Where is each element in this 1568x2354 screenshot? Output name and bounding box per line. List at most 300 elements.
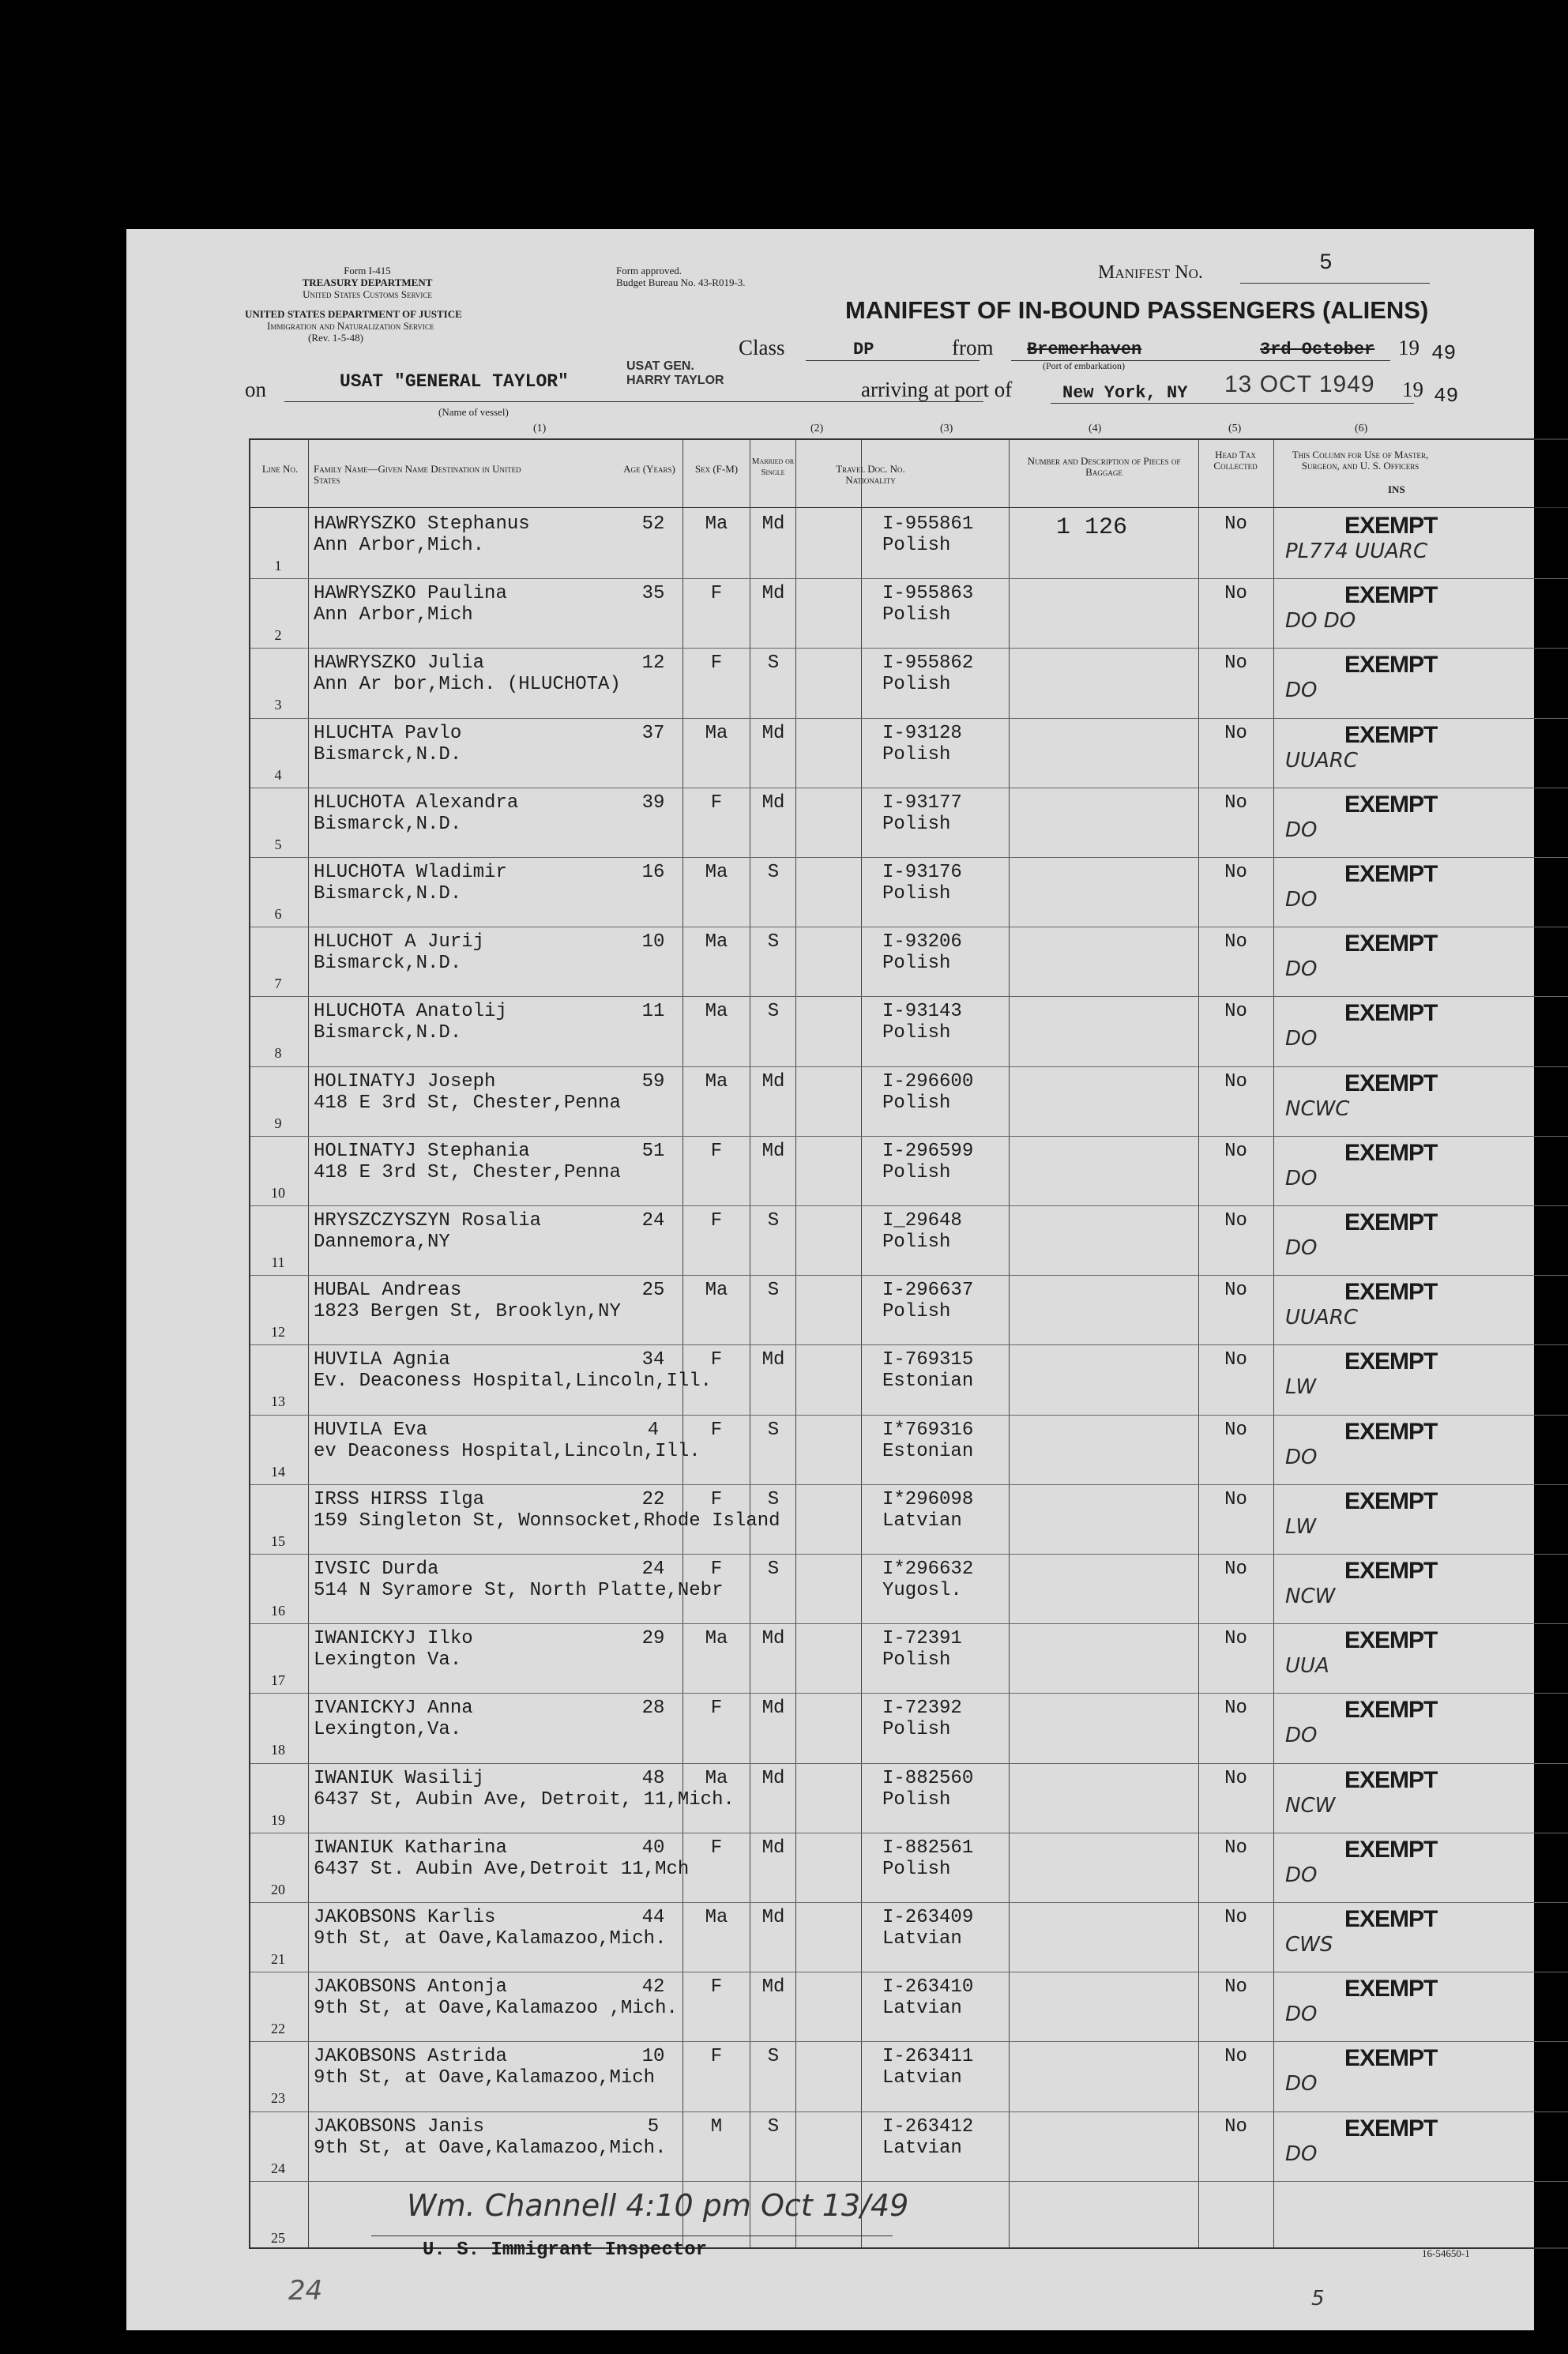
marital-status: Md bbox=[761, 792, 785, 814]
destination: Bismarck,N.D. bbox=[314, 743, 462, 765]
destination: 6437 St, Aubin Ave, Detroit, 11,Mich. bbox=[314, 1788, 735, 1811]
age: 24 bbox=[641, 1559, 665, 1580]
col-num-1: (1) bbox=[533, 423, 547, 434]
exempt-stamp: EXEMPT bbox=[1344, 1348, 1438, 1375]
nationality: Polish bbox=[882, 743, 951, 765]
line-number: 8 bbox=[274, 1045, 282, 1062]
sex: Ma bbox=[705, 1628, 728, 1650]
arrival-year: 49 bbox=[1434, 384, 1459, 408]
sex: Ma bbox=[705, 1001, 728, 1023]
budget-label: Budget Bureau No. 43-R019-3. bbox=[616, 276, 746, 288]
head-tax: No bbox=[1224, 1628, 1247, 1650]
head-tax: No bbox=[1224, 1419, 1247, 1441]
sex: M bbox=[710, 2115, 723, 2138]
passenger-name: IWANIUK Katharina bbox=[314, 1837, 507, 1859]
officer-notation: UUARC bbox=[1285, 1306, 1359, 1330]
row-divider bbox=[250, 1066, 1568, 1067]
handwritten-page: 5 bbox=[1311, 2287, 1325, 2311]
destination: 9th St, at Oave,Kalamazoo ,Mich. bbox=[314, 1998, 678, 2020]
marital-status: Md bbox=[761, 583, 785, 605]
travel-doc-number: I-93143 bbox=[882, 1001, 962, 1023]
destination: Dannemora,NY bbox=[314, 1232, 450, 1253]
form-header-left bbox=[237, 265, 498, 300]
col-divider bbox=[682, 440, 683, 2247]
destination: 9th St, at Oave,Kalamazoo,Mich. bbox=[314, 2137, 667, 2159]
officer-notation: DO bbox=[1285, 1027, 1318, 1051]
passenger-name: HLUCHOTA Anatolij bbox=[314, 1001, 507, 1023]
officer-notation: DO bbox=[1285, 1166, 1318, 1190]
destination: 1823 Bergen St, Brooklyn,NY bbox=[314, 1301, 621, 1323]
officer-notation: DO bbox=[1285, 818, 1318, 842]
travel-doc-number: I-955861 bbox=[882, 513, 974, 535]
line-number: 20 bbox=[271, 1881, 285, 1897]
head-tax: No bbox=[1224, 1698, 1247, 1720]
travel-doc-number: I*296098 bbox=[882, 1488, 974, 1510]
officer-notation: DO bbox=[1285, 1445, 1318, 1469]
marital-status: S bbox=[767, 1001, 780, 1023]
passenger-name: HLUCHOTA Wladimir bbox=[314, 862, 507, 883]
manifest-no-value: 5 bbox=[1319, 251, 1333, 276]
destination: Ann Ar bor,Mich. (HLUCHOTA) bbox=[314, 674, 621, 696]
line-number: 7 bbox=[274, 976, 282, 992]
row-divider bbox=[250, 648, 1568, 649]
destination: 159 Singleton St, Wonnsocket,Rhode Island bbox=[314, 1510, 780, 1532]
exempt-stamp: EXEMPT bbox=[1344, 1836, 1438, 1863]
destination: Bismarck,N.D. bbox=[314, 1022, 462, 1044]
passenger-name: HUVILA Agnia bbox=[314, 1349, 450, 1371]
marital-status: Md bbox=[761, 1837, 785, 1859]
row-divider bbox=[250, 2111, 1568, 2112]
line-number: 12 bbox=[271, 1324, 285, 1341]
marital-status: S bbox=[767, 1419, 780, 1441]
nationality: Latvian bbox=[882, 1998, 962, 2020]
nationality: Polish bbox=[882, 1161, 951, 1183]
sex: Ma bbox=[705, 1767, 728, 1789]
nationality: Latvian bbox=[882, 1928, 962, 1950]
head-tax: No bbox=[1224, 1140, 1247, 1162]
travel-doc-number: I-769315 bbox=[882, 1349, 974, 1371]
officer-notation: DO bbox=[1285, 957, 1318, 982]
row-divider bbox=[250, 1693, 1568, 1694]
passenger-name: HAWRYSZKO Stephanus bbox=[314, 513, 530, 535]
nationality: Polish bbox=[882, 1022, 951, 1044]
age: 10 bbox=[641, 931, 665, 953]
manifest-title: MANIFEST OF IN-BOUND PASSENGERS (ALIENS) bbox=[845, 296, 1429, 324]
age: 10 bbox=[641, 2046, 665, 2068]
marital-status: Md bbox=[761, 1140, 785, 1162]
arriving-label: arriving at port of bbox=[861, 378, 1013, 401]
destination: 418 E 3rd St, Chester,Penna bbox=[314, 1161, 621, 1183]
embark-port: Bremerhaven bbox=[1027, 340, 1142, 359]
line-number: 4 bbox=[274, 766, 282, 783]
ins-label: Immigration and Naturalization Service bbox=[267, 320, 434, 332]
destination: 9th St, at Oave,Kalamazoo,Mich. bbox=[314, 1928, 667, 1950]
row-divider bbox=[250, 1136, 1568, 1137]
header-ins-mark: INS bbox=[1388, 483, 1405, 495]
passenger-name: JAKOBSONS Astrida bbox=[314, 2046, 507, 2068]
nationality: Polish bbox=[882, 604, 951, 626]
header-line-no: Line No. bbox=[261, 463, 299, 475]
officer-notation: NCW bbox=[1285, 1585, 1336, 1608]
marital-status: S bbox=[767, 1559, 780, 1580]
row-divider bbox=[250, 1623, 1568, 1624]
destination: 514 N Syramore St, North Platte,Nebr bbox=[314, 1580, 724, 1601]
nationality: Polish bbox=[882, 953, 951, 975]
passenger-name: IVSIC Durda bbox=[314, 1559, 439, 1580]
travel-doc-number: I-955863 bbox=[882, 583, 974, 605]
destination: Lexington Va. bbox=[314, 1649, 462, 1671]
travel-doc-number: I-882560 bbox=[882, 1767, 974, 1789]
head-tax: No bbox=[1224, 1070, 1247, 1092]
exempt-stamp: EXEMPT bbox=[1344, 1279, 1438, 1306]
officer-notation: LW bbox=[1285, 1375, 1317, 1400]
exempt-stamp: EXEMPT bbox=[1344, 1558, 1438, 1584]
line-number: 16 bbox=[271, 1603, 285, 1619]
col-divider bbox=[861, 440, 862, 2247]
nationality: Estonian bbox=[882, 1371, 974, 1393]
age: 11 bbox=[641, 1001, 665, 1023]
exempt-stamp: EXEMPT bbox=[1344, 1697, 1438, 1724]
officer-notation: DO bbox=[1285, 888, 1318, 912]
officer-notation: DO bbox=[1285, 2072, 1318, 2096]
exempt-stamp: EXEMPT bbox=[1344, 1906, 1438, 1932]
exempt-stamp: EXEMPT bbox=[1344, 582, 1438, 609]
exempt-stamp: EXEMPT bbox=[1344, 931, 1438, 957]
travel-doc-number: I-72391 bbox=[882, 1628, 962, 1650]
officer-notation: CWS bbox=[1285, 1933, 1333, 1957]
destination: 6437 St. Aubin Ave,Detroit 11,Mch bbox=[314, 1858, 690, 1880]
header-married: Married or Single bbox=[751, 457, 795, 477]
exempt-stamp: EXEMPT bbox=[1344, 1627, 1438, 1654]
sex: Ma bbox=[705, 1907, 728, 1928]
head-tax: No bbox=[1224, 583, 1247, 605]
destination: Bismarck,N.D. bbox=[314, 953, 462, 975]
age: 40 bbox=[641, 1837, 665, 1859]
header-officers: This Column for Use of Master, Surgeon, and U. S. Officers bbox=[1292, 449, 1429, 472]
nationality: Polish bbox=[882, 1788, 951, 1811]
col-divider bbox=[1273, 440, 1274, 2247]
exempt-stamp: EXEMPT bbox=[1344, 513, 1438, 539]
sex: Ma bbox=[705, 862, 728, 883]
header-baggage: Number and Description of Pieces of Baggage bbox=[1027, 455, 1181, 478]
nationality: Latvian bbox=[882, 2137, 962, 2159]
nationality: Polish bbox=[882, 883, 951, 904]
line-number: 5 bbox=[274, 836, 282, 852]
row-divider bbox=[250, 1902, 1568, 1903]
port-caption: (Port of embarkation) bbox=[1043, 360, 1125, 371]
line-number: 18 bbox=[271, 1742, 285, 1758]
col-divider bbox=[1009, 440, 1010, 2247]
marital-status: Md bbox=[761, 1976, 785, 1999]
destination: Bismarck,N.D. bbox=[314, 813, 462, 835]
travel-doc-number: I*769316 bbox=[882, 1419, 974, 1441]
officer-notation: DO DO bbox=[1285, 609, 1356, 634]
age: 22 bbox=[641, 1488, 665, 1510]
exempt-stamp: EXEMPT bbox=[1344, 1976, 1438, 2002]
passenger-name: HRYSZCZYSZYN Rosalia bbox=[314, 1210, 542, 1232]
marital-status: S bbox=[767, 2115, 780, 2138]
officer-notation: DO bbox=[1285, 1724, 1318, 1748]
head-tax: No bbox=[1224, 1976, 1247, 1999]
exempt-stamp: EXEMPT bbox=[1344, 1209, 1438, 1235]
nationality: Polish bbox=[882, 1232, 951, 1253]
head-tax: No bbox=[1224, 1907, 1247, 1928]
class-label: Class bbox=[739, 336, 785, 359]
nationality: Polish bbox=[882, 1301, 951, 1323]
class-underline bbox=[806, 360, 980, 361]
form-approval bbox=[616, 265, 746, 288]
exempt-stamp: EXEMPT bbox=[1344, 1766, 1438, 1793]
sex: F bbox=[710, 1140, 723, 1162]
marital-status: Md bbox=[761, 1349, 785, 1371]
exempt-stamp: EXEMPT bbox=[1344, 652, 1438, 679]
travel-doc-number: I-72392 bbox=[882, 1698, 962, 1720]
exempt-stamp: EXEMPT bbox=[1344, 1070, 1438, 1096]
head-tax: No bbox=[1224, 1280, 1247, 1302]
line-number: 2 bbox=[274, 627, 282, 644]
row-divider bbox=[250, 718, 1568, 719]
col-num-4: (4) bbox=[1089, 423, 1102, 434]
sex: Ma bbox=[705, 513, 728, 535]
sex: F bbox=[710, 792, 723, 814]
sex: F bbox=[710, 583, 723, 605]
passenger-name: HAWRYSZKO Julia bbox=[314, 652, 485, 675]
age: 39 bbox=[641, 792, 665, 814]
line-number: 19 bbox=[271, 1811, 285, 1828]
header-travel-doc: Travel Doc. No. Nationality bbox=[836, 463, 905, 486]
passenger-name: JAKOBSONS Antonja bbox=[314, 1976, 507, 1999]
passenger-name: HUBAL Andreas bbox=[314, 1280, 462, 1302]
travel-doc-number: I-955862 bbox=[882, 652, 974, 675]
head-tax: No bbox=[1224, 722, 1247, 744]
travel-doc-number: I-882561 bbox=[882, 1837, 974, 1859]
head-tax: No bbox=[1224, 1001, 1247, 1023]
head-tax: No bbox=[1224, 652, 1247, 675]
head-tax: No bbox=[1224, 1210, 1247, 1232]
nationality: Polish bbox=[882, 813, 951, 835]
col-num-6: (6) bbox=[1355, 423, 1368, 434]
inspector-title: U. S. Immigrant Inspector bbox=[423, 2239, 708, 2261]
row-divider bbox=[250, 1275, 1568, 1276]
row-divider bbox=[250, 1344, 1568, 1345]
marital-status: S bbox=[767, 1488, 780, 1510]
header-age: Age (Years) bbox=[623, 463, 675, 475]
row-divider bbox=[250, 1415, 1568, 1416]
nationality: Latvian bbox=[882, 2067, 962, 2089]
marital-status: Md bbox=[761, 1628, 785, 1650]
travel-doc-number: I-296637 bbox=[882, 1280, 974, 1302]
officer-notation: PL774 UUARC bbox=[1285, 540, 1428, 563]
exempt-stamp: EXEMPT bbox=[1344, 1139, 1438, 1166]
year-prefix: 19 bbox=[1398, 336, 1419, 359]
sex: Ma bbox=[705, 931, 728, 953]
head-tax: No bbox=[1224, 862, 1247, 883]
marital-status: Md bbox=[761, 1767, 785, 1789]
justice-dept: UNITED STATES DEPARTMENT OF JUSTICE bbox=[245, 308, 462, 320]
head-tax: No bbox=[1224, 792, 1247, 814]
exempt-stamp: EXEMPT bbox=[1344, 1000, 1438, 1027]
line-number: 10 bbox=[271, 1184, 285, 1201]
nationality: Polish bbox=[882, 1858, 951, 1880]
officer-notation: LW bbox=[1285, 1514, 1317, 1539]
nationality: Polish bbox=[882, 674, 951, 696]
line-number: 1 bbox=[274, 558, 282, 573]
header-head-tax: Head Tax Collected bbox=[1213, 449, 1258, 472]
marital-status: Md bbox=[761, 1070, 785, 1092]
exempt-stamp: EXEMPT bbox=[1344, 1418, 1438, 1445]
travel-doc-number: I_29648 bbox=[882, 1210, 962, 1232]
approved-label: Form approved. bbox=[616, 265, 682, 276]
arrival-year-prefix: 19 bbox=[1402, 378, 1423, 401]
passenger-name: HAWRYSZKO Paulina bbox=[314, 583, 507, 605]
head-tax: No bbox=[1224, 1488, 1247, 1510]
line-number: 22 bbox=[271, 2021, 285, 2037]
header-sex: Sex (F-M) bbox=[694, 463, 739, 475]
age: 29 bbox=[641, 1628, 665, 1650]
exempt-stamp: EXEMPT bbox=[1344, 2115, 1438, 2142]
officer-notation: NCWC bbox=[1285, 1096, 1350, 1121]
row-divider bbox=[250, 2041, 1568, 2042]
passenger-name: HOLINATYJ Stephania bbox=[314, 1140, 530, 1162]
sex: F bbox=[710, 1488, 723, 1510]
line-number: 14 bbox=[271, 1463, 285, 1480]
nationality: Polish bbox=[882, 535, 951, 556]
age: 35 bbox=[641, 583, 665, 605]
row-divider bbox=[250, 996, 1568, 997]
vessel-caption: (Name of vessel) bbox=[438, 406, 509, 418]
marital-status: Md bbox=[761, 1698, 785, 1720]
officer-notation: DO bbox=[1285, 1236, 1318, 1260]
travel-doc-number: I-263412 bbox=[882, 2115, 974, 2138]
officer-notation: NCW bbox=[1285, 1793, 1336, 1818]
header-name: Family Name—Given Name Destination in United States bbox=[314, 463, 521, 486]
line-number: 15 bbox=[271, 1532, 285, 1549]
line-number: 24 bbox=[271, 2160, 285, 2176]
nationality: Yugosl. bbox=[882, 1580, 962, 1601]
head-tax: No bbox=[1224, 513, 1247, 535]
baggage: 1 126 bbox=[1056, 514, 1128, 541]
nationality: Estonian bbox=[882, 1440, 974, 1462]
depart-date: 3rd October bbox=[1260, 340, 1375, 359]
nationality: Polish bbox=[882, 1719, 951, 1741]
handwritten-count: 24 bbox=[288, 2275, 323, 2307]
manifest-page bbox=[126, 229, 1534, 2330]
inspector-signature: Wm. Channell 4:10 pm Oct 13/49 bbox=[407, 2188, 909, 2223]
age: 51 bbox=[641, 1140, 665, 1162]
from-label: from bbox=[952, 336, 994, 359]
officer-notation: UUARC bbox=[1285, 748, 1359, 773]
travel-doc-number: I-93206 bbox=[882, 931, 962, 953]
passenger-name: HLUCHOT A Jurij bbox=[314, 931, 485, 953]
marital-status: S bbox=[767, 931, 780, 953]
marital-status: S bbox=[767, 1280, 780, 1302]
head-tax: No bbox=[1224, 931, 1247, 953]
destination: 9th St, at Oave,Kalamazoo,Mich bbox=[314, 2067, 656, 2089]
col-divider bbox=[795, 440, 796, 2247]
on-label: on bbox=[245, 378, 266, 401]
travel-doc-number: I-263409 bbox=[882, 1907, 974, 1928]
age: 34 bbox=[641, 1349, 665, 1371]
age: 12 bbox=[641, 652, 665, 675]
travel-doc-number: I-263411 bbox=[882, 2046, 974, 2068]
line-number: 23 bbox=[271, 2090, 285, 2107]
sex: Ma bbox=[705, 1070, 728, 1092]
age: 52 bbox=[641, 513, 665, 535]
manifest-no-line bbox=[1240, 283, 1430, 284]
travel-doc-number: I-93177 bbox=[882, 792, 962, 814]
sex: Ma bbox=[705, 1280, 728, 1302]
sex: F bbox=[710, 1419, 723, 1441]
vessel-stamp: USAT GEN. HARRY TAYLOR bbox=[626, 359, 724, 387]
passenger-table bbox=[249, 438, 1568, 2249]
destination: Ann Arbor,Mich. bbox=[314, 535, 485, 556]
age: 42 bbox=[641, 1976, 665, 1999]
class-value: DP bbox=[853, 340, 874, 359]
arrival-port: New York, NY bbox=[1062, 383, 1188, 403]
marital-status: S bbox=[767, 862, 780, 883]
rev-label: (Rev. 1-5-48) bbox=[308, 332, 363, 344]
head-tax: No bbox=[1224, 2115, 1247, 2138]
justice-block bbox=[245, 308, 462, 344]
exempt-stamp: EXEMPT bbox=[1344, 721, 1438, 748]
col-num-3: (3) bbox=[940, 423, 953, 434]
passenger-name: HOLINATYJ Joseph bbox=[314, 1070, 496, 1092]
sex: Ma bbox=[705, 722, 728, 744]
travel-doc-number: I-93176 bbox=[882, 862, 962, 883]
row-divider bbox=[250, 2181, 1568, 2182]
sex: F bbox=[710, 1698, 723, 1720]
age: 24 bbox=[641, 1210, 665, 1232]
head-tax: No bbox=[1224, 1559, 1247, 1580]
marital-status: S bbox=[767, 2046, 780, 2068]
arrival-date-stamp: 13 OCT 1949 bbox=[1224, 371, 1375, 397]
col-divider bbox=[308, 440, 309, 2247]
age: 59 bbox=[641, 1070, 665, 1092]
form-code: 16-54650-1 bbox=[1422, 2247, 1470, 2259]
arrival-underline bbox=[1051, 403, 1414, 404]
passenger-name: JAKOBSONS Janis bbox=[314, 2115, 485, 2138]
row-divider bbox=[250, 857, 1568, 858]
line-number: 25 bbox=[271, 2229, 285, 2246]
marital-status: Md bbox=[761, 513, 785, 535]
travel-doc-number: I*296632 bbox=[882, 1559, 974, 1580]
manifest-no-label: Manifest No. bbox=[1098, 262, 1203, 283]
age: 28 bbox=[641, 1698, 665, 1720]
head-tax: No bbox=[1224, 1349, 1247, 1371]
line-number: 11 bbox=[271, 1254, 285, 1270]
officer-notation: DO bbox=[1285, 1863, 1318, 1887]
exempt-stamp: EXEMPT bbox=[1344, 791, 1438, 818]
exempt-stamp: EXEMPT bbox=[1344, 1487, 1438, 1514]
travel-doc-number: I-263410 bbox=[882, 1976, 974, 1999]
travel-doc-number: I-296600 bbox=[882, 1070, 974, 1092]
destination: Lexington,Va. bbox=[314, 1719, 462, 1741]
sex: F bbox=[710, 2046, 723, 2068]
sex: F bbox=[710, 1210, 723, 1232]
depart-year: 49 bbox=[1431, 341, 1457, 365]
passenger-name: HLUCHOTA Alexandra bbox=[314, 792, 519, 814]
line-number: 13 bbox=[271, 1393, 285, 1410]
row-divider bbox=[250, 1205, 1568, 1206]
row-divider bbox=[250, 1554, 1568, 1555]
destination: Ev. Deaconess Hospital,Lincoln,Ill. bbox=[314, 1371, 713, 1393]
destination: 418 E 3rd St, Chester,Penna bbox=[314, 1092, 621, 1114]
officer-notation: DO bbox=[1285, 2142, 1318, 2166]
destination: Bismarck,N.D. bbox=[314, 883, 462, 904]
officer-notation: UUA bbox=[1285, 1654, 1329, 1679]
line-number: 3 bbox=[274, 697, 282, 713]
header-divider bbox=[250, 507, 1568, 508]
